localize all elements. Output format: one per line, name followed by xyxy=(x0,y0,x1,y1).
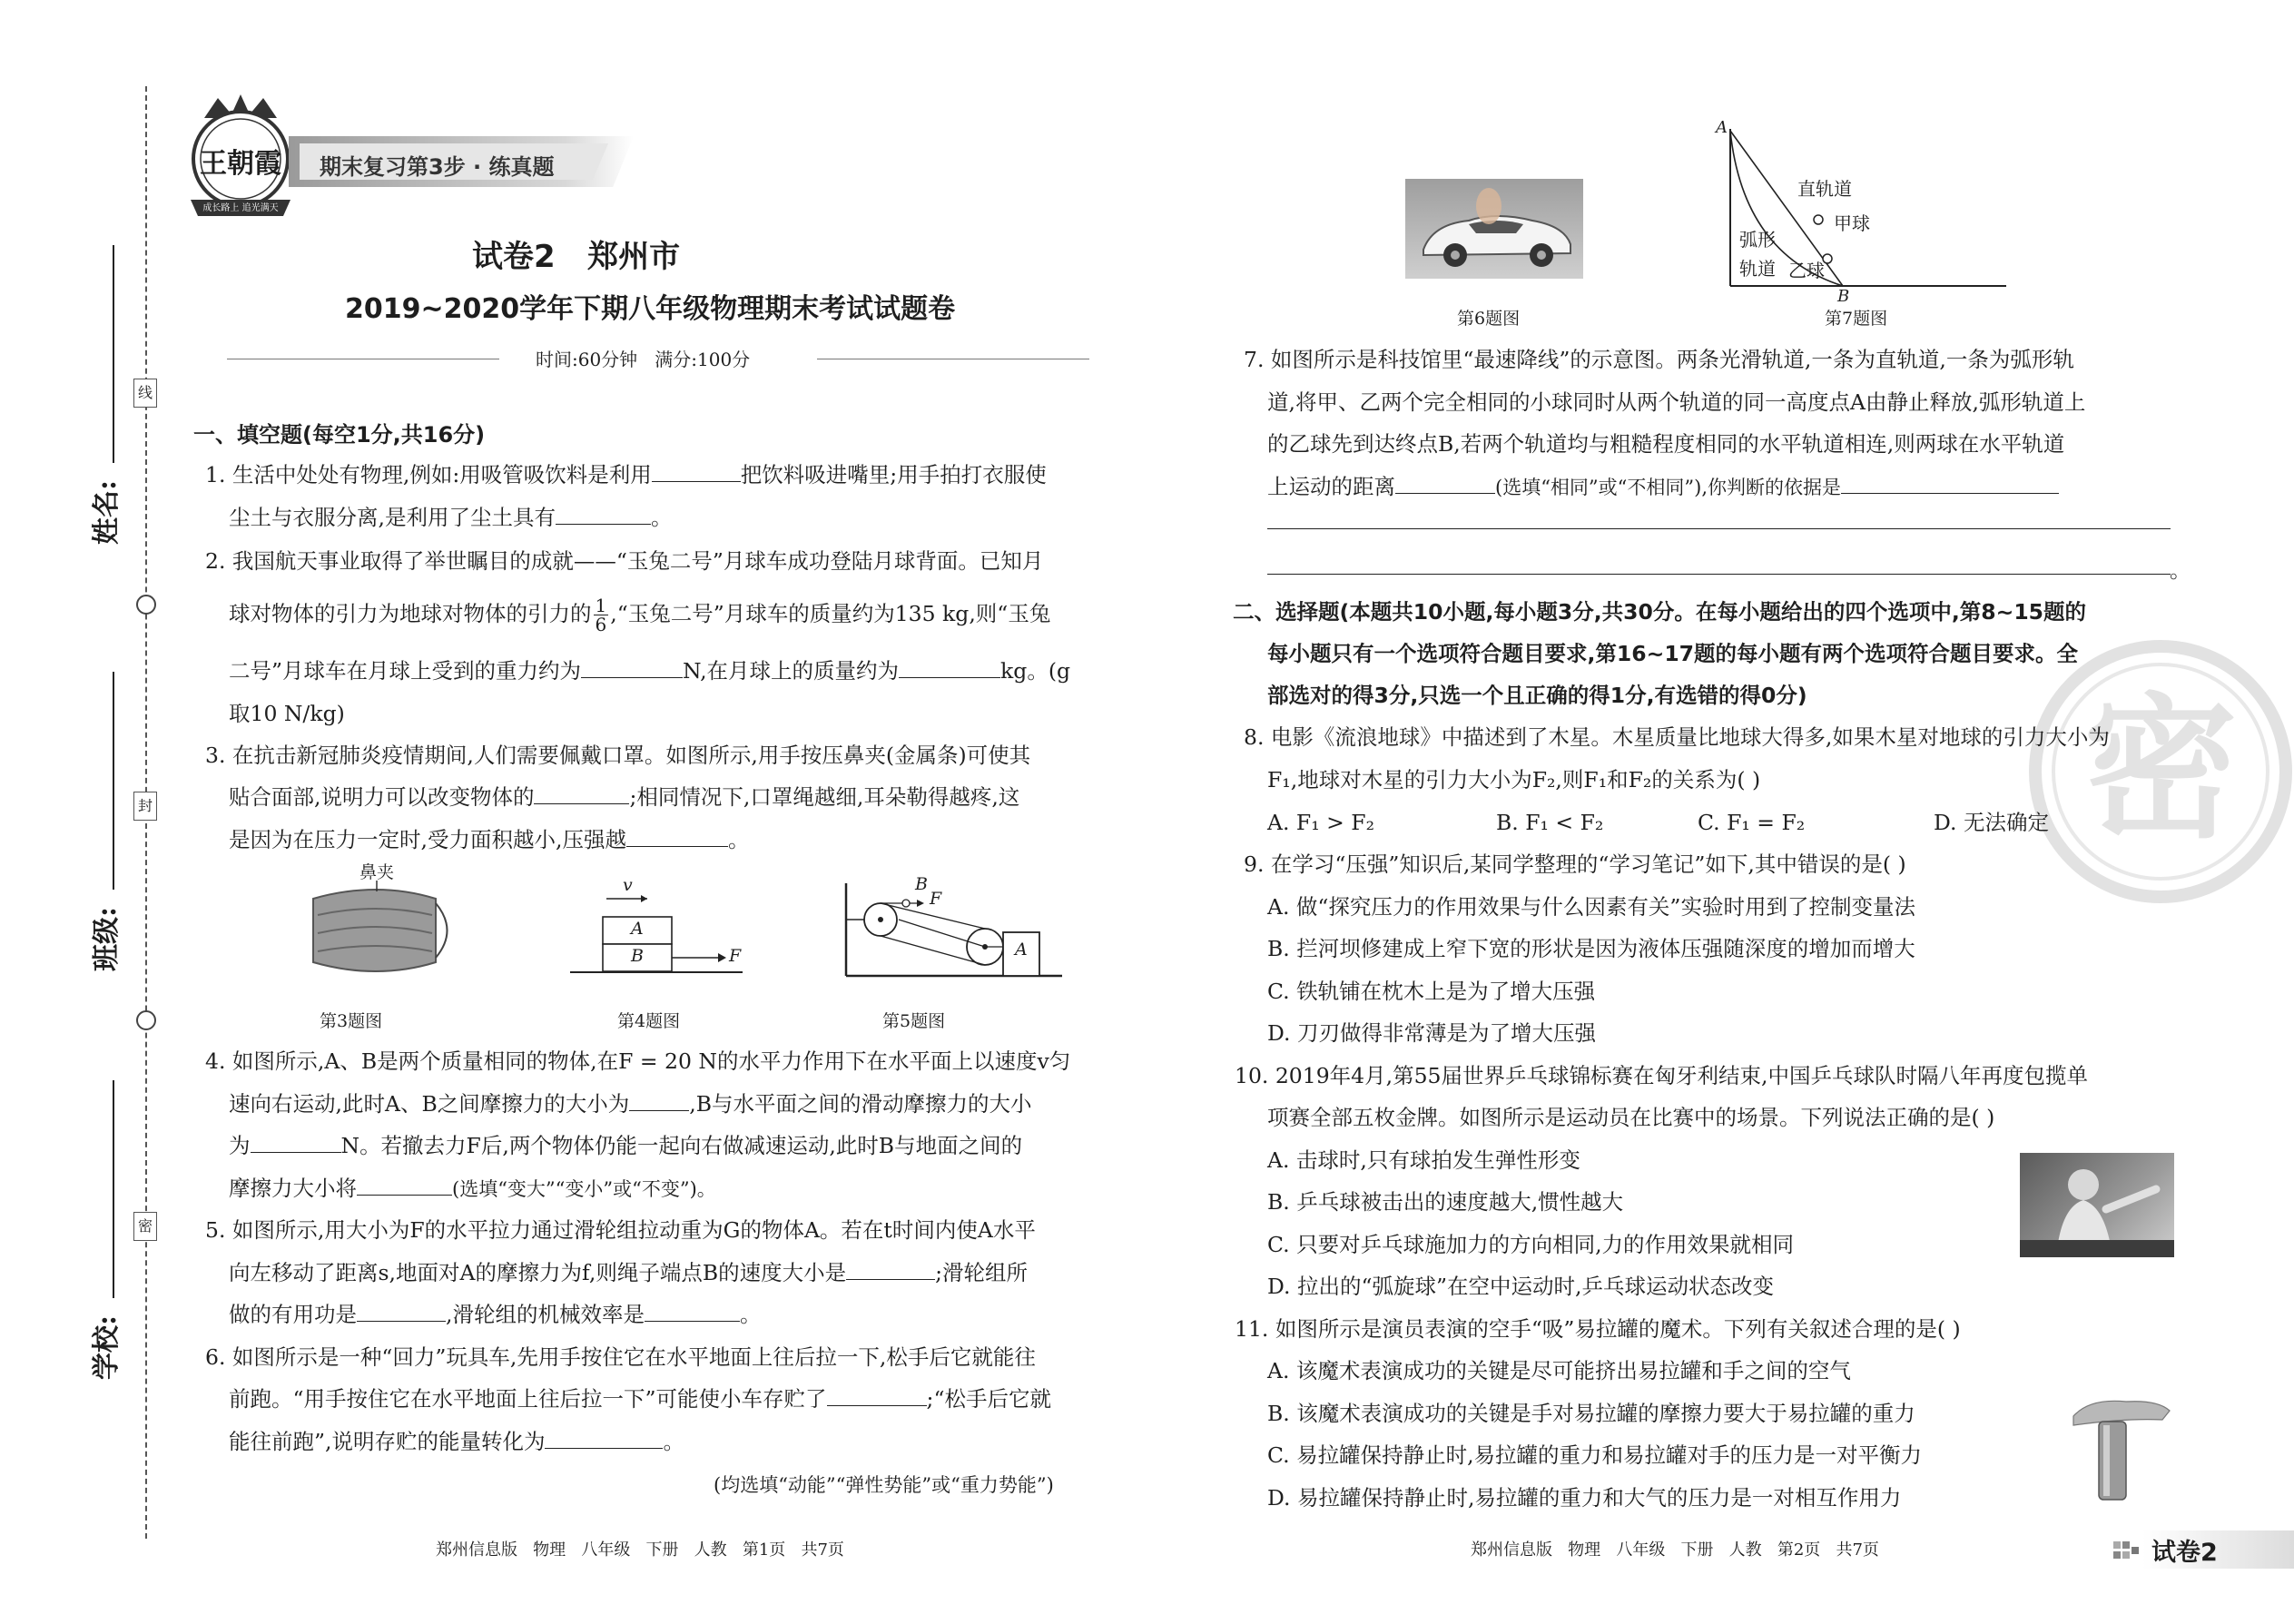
figure-7-B: B xyxy=(1837,287,1850,306)
q9-option-c[interactable]: C. 铁轨铺在枕木上是为了增大压强 xyxy=(1267,979,1596,1004)
q9-option-a[interactable]: A. 做“探究压力的作用效果与什么因素有关”实验时用到了控制变量法 xyxy=(1267,894,1915,920)
q7-line2: 道,将甲、乙两个完全相同的小球同时从两个轨道的同一高度点A由静止释放,弧形轨道上 xyxy=(1267,389,2086,415)
q10-option-b[interactable]: B. 乒乓球被击出的速度越大,惯性越大 xyxy=(1267,1189,1624,1215)
figure-6-toy-car-photo xyxy=(1405,179,1583,279)
q5-line1: 5. 如图所示,用大小为F的水平拉力通过滑轮组拉动重为G的物体A。若在t时间内使A水平 xyxy=(205,1217,1036,1243)
name-label: 姓名: xyxy=(91,479,123,545)
q9-option-b[interactable]: B. 拦河坝修建成上窄下宽的形状是因为液体压强随深度的增加而增大 xyxy=(1267,936,1915,961)
logo-motto: 成长路上 追光满天 xyxy=(202,203,279,213)
q11-option-a[interactable]: A. 该魔术表演成功的关键是尽可能挤出易拉罐和手之间的空气 xyxy=(1267,1358,1851,1383)
figure-3-label: 鼻夹 xyxy=(359,862,395,882)
seal-char-feng: 封 xyxy=(133,792,157,821)
q10-option-c[interactable]: C. 只要对乒乓球施加力的方向相同,力的作用效果就相同 xyxy=(1267,1232,1795,1257)
q2-blank1[interactable] xyxy=(581,657,683,678)
q8-option-b[interactable]: B. F₁ < F₂ xyxy=(1496,810,1604,835)
figure-4-caption: 第4题图 xyxy=(617,1011,681,1031)
stamp-char: 密 xyxy=(2082,680,2238,860)
section2-heading-line2: 每小题只有一个选项符合题目要求,第16~17题的每小题有两个选项符合题目要求。全 xyxy=(1267,641,2079,666)
footer-left: 郑州信息版 物理 八年级 下册 人教 第1页 共7页 xyxy=(436,1540,844,1560)
seal-char-mi: 密 xyxy=(133,1212,157,1241)
q7-end-mark: 。 xyxy=(2170,557,2191,583)
q6-line1: 6. 如图所示是一种“回力”玩具车,先用手按住它在水平地面上往后拉一下,松手后它就能往 xyxy=(205,1344,1036,1370)
figure-3-mask xyxy=(300,862,454,989)
logo xyxy=(182,91,300,227)
figure-4-blocks xyxy=(570,875,752,980)
q5-blank2[interactable] xyxy=(357,1301,446,1322)
q8-line1: 8. 电影《流浪地球》中描述到了木星。木星质量比地球大得多,如果木星对地球的引力大小为 xyxy=(1244,724,2110,750)
fraction-one-sixth: $\frac{1}{6}$ xyxy=(595,595,607,635)
q8-option-d[interactable]: D. 无法确定 xyxy=(1934,810,2049,835)
q5-blank1[interactable] xyxy=(846,1259,935,1280)
q5-line3: 做的有用功是 ,滑轮组的机械效率是 。 xyxy=(229,1302,762,1327)
q5-line2: 向左移动了距离s,地面对A的摩擦力为f,则绳子端点B的速度大小是 ;滑轮组所 xyxy=(229,1260,1029,1285)
figure-5-F: F xyxy=(930,889,942,909)
q9-option-d[interactable]: D. 刀刃做得非常薄是为了增大压强 xyxy=(1267,1020,1596,1046)
school-field[interactable] xyxy=(82,1071,123,1380)
section2-heading-line3: 部选对的得3分,只选一个且正确的得1分,有选错的得0分) xyxy=(1267,683,1807,708)
figure-4-B: B xyxy=(631,946,644,966)
q4-line3: 为 N。若撤去力F后,两个物体仍能一起向右做减速运动,此时B与地面之间的 xyxy=(229,1133,1023,1158)
q1-line1: 1. 生活中处处有物理,例如:用吸管吸饮料是利用 把饮料吸进嘴里;用手拍打衣服使 xyxy=(205,462,1047,487)
figure-7-arc-label-2: 轨道 xyxy=(1739,258,1776,280)
table-tennis-photo xyxy=(2020,1153,2174,1257)
q2-line2: 球对物体的引力为地球对物体的引力的 $\frac{1}{6}$ ,“玉兔二号”月球车的质量约为135 kg,则“玉兔 xyxy=(229,595,1051,635)
q7-answer-line1[interactable] xyxy=(1267,528,2171,529)
figure-5-pulley xyxy=(835,876,1062,989)
q3-blank1[interactable] xyxy=(534,783,629,804)
figure-7-ball-b-label: 乙球 xyxy=(1788,260,1825,281)
q4-blank3[interactable] xyxy=(357,1175,452,1196)
binding-dot-icon xyxy=(136,1010,156,1030)
figure-7-tracks xyxy=(1707,118,2006,306)
section2-heading-line1: 二、选择题(本题共10小题,每小题3分,共30分。在每小题给出的四个选项中,第8~15题的 xyxy=(1233,599,2087,625)
seal-char-xian: 线 xyxy=(133,379,157,408)
q2-blank2[interactable] xyxy=(899,657,1000,678)
figure-5-B: B xyxy=(915,874,928,894)
q6-blank1[interactable] xyxy=(827,1385,927,1406)
q5-blank3[interactable] xyxy=(645,1301,740,1322)
figure-4-v: v xyxy=(623,875,633,895)
q10-line2: 项赛全部五枚金牌。如图所示是运动员在比赛中的场景。下列说法正确的是( ) xyxy=(1267,1105,1995,1130)
q3-line1: 3. 在抗击新冠肺炎疫情期间,人们需要佩戴口罩。如图所示,用手按压鼻夹(金属条)可使其 xyxy=(205,743,1031,768)
can-and-hand-photo xyxy=(2072,1389,2171,1502)
section1-heading: 一、填空题(每空1分,共16分) xyxy=(193,422,486,448)
q7-line3: 的乙球先到达终点B,若两个轨道均与粗糙程度相同的水平轨道相连,则两球在水平轨道 xyxy=(1267,431,2065,457)
footer-right: 郑州信息版 物理 八年级 下册 人教 第2页 共7页 xyxy=(1471,1540,1879,1560)
q7-line1: 7. 如图所示是科技馆里“最速降线”的示意图。两条光滑轨道,一条为直轨道,一条为弧形轨 xyxy=(1244,347,2074,372)
q8-option-c[interactable]: C. F₁ = F₂ xyxy=(1698,810,1806,835)
school-label: 学校: xyxy=(91,1314,123,1380)
figure-7-arc-label-1: 弧形 xyxy=(1739,229,1776,251)
q1-blank2[interactable] xyxy=(556,504,651,525)
page-title: 试卷2 郑州市 xyxy=(472,239,681,275)
figure-7-caption: 第7题图 xyxy=(1825,309,1888,329)
q6-line2: 前跑。“用手按住它在水平地面上往后拉一下”可能使小车存贮了 ;“松手后它就 xyxy=(229,1386,1051,1412)
q10-option-a[interactable]: A. 击球时,只有球拍发生弹性形变 xyxy=(1267,1147,1580,1173)
q3-line2: 贴合面部,说明力可以改变物体的 ;相同情况下,口罩绳越细,耳朵勒得越疼,这 xyxy=(229,784,1020,810)
q6-line3: 能往前跑”,说明存贮的能量转化为 。 xyxy=(229,1429,684,1454)
figure-4-F: F xyxy=(729,946,742,966)
footer-tab-decoration xyxy=(2113,1540,2141,1561)
q11-line1: 11. 如图所示是演员表演的空手“吸”易拉罐的魔术。下列有关叙述合理的是( ) xyxy=(1235,1316,1961,1342)
figure-7-straight-label: 直轨道 xyxy=(1797,178,1852,200)
q11-option-b[interactable]: B. 该魔术表演成功的关键是手对易拉罐的摩擦力要大于易拉罐的重力 xyxy=(1267,1401,1915,1426)
logo-text: 王朝霞 xyxy=(200,148,281,180)
exam-info: 时间:60分钟 满分:100分 xyxy=(536,349,751,370)
class-label: 班级: xyxy=(91,906,123,971)
q10-line1: 10. 2019年4月,第55届世界乒乓球锦标赛在匈牙利结束,中国乒乓球队时隔八年再度包揽单 xyxy=(1235,1063,2088,1088)
figure-7-ball-a-label: 甲球 xyxy=(1834,212,1870,234)
q8-option-a[interactable]: A. F₁ > F₂ xyxy=(1267,810,1374,835)
footer-tab-label: 试卷2 xyxy=(2151,1539,2218,1567)
q7-line4: 上运动的距离 (选填“相同”或“不相同”),你判断的依据是 xyxy=(1267,472,2059,502)
q7-answer-line2[interactable] xyxy=(1267,574,2171,575)
q3-blank2[interactable] xyxy=(626,826,728,847)
figure-7-A: A xyxy=(1716,118,1728,137)
q8-line2: F₁,地球对木星的引力大小为F₂,则F₁和F₂的关系为( ) xyxy=(1267,767,1761,792)
figure-5-A: A xyxy=(1015,940,1028,960)
q4-line4: 摩擦力大小将 (选填“变大”“变小”或“不变”)。 xyxy=(229,1176,716,1201)
name-field[interactable] xyxy=(82,236,123,545)
figure-4-A: A xyxy=(631,919,644,939)
q7-blank2[interactable] xyxy=(1841,473,2059,494)
q11-option-d[interactable]: D. 易拉罐保持静止时,易拉罐的重力和大气的压力是一对相互作用力 xyxy=(1267,1485,1902,1511)
q6-blank2[interactable] xyxy=(545,1428,663,1449)
q10-option-d[interactable]: D. 拉出的“弧旋球”在空中运动时,乒乓球运动状态改变 xyxy=(1267,1274,1774,1299)
q1-line2: 尘土与衣服分离,是利用了尘土具有 。 xyxy=(229,505,673,530)
figure-6-caption: 第6题图 xyxy=(1457,309,1521,329)
q2-line4: 取10 N/kg) xyxy=(229,701,345,726)
q1-blank1[interactable] xyxy=(652,461,741,482)
q4-blank1[interactable] xyxy=(629,1090,689,1111)
figure-3-caption: 第3题图 xyxy=(320,1011,383,1031)
q2-line1: 2. 我国航天事业取得了举世瞩目的成就——“玉兔二号”月球车成功登陆月球背面。已知月 xyxy=(205,548,1044,574)
q2-line3: 二号”月球车在月球上受到的重力约为 N,在月球上的质量约为 kg。(g xyxy=(229,658,1071,684)
confidential-stamp xyxy=(2024,635,2294,908)
q4-blank2[interactable] xyxy=(251,1132,341,1153)
q11-option-c[interactable]: C. 易拉罐保持静止时,易拉罐的重力和易拉罐对手的压力是一对平衡力 xyxy=(1267,1442,1923,1468)
q6-line4: (均选填“动能”“弹性势能”或“重力势能”) xyxy=(714,1474,1054,1496)
figure-5-caption: 第5题图 xyxy=(882,1011,946,1031)
q4-line1: 4. 如图所示,A、B是两个质量相同的物体,在F = 20 N的水平力作用下在水平面上以速度v匀 xyxy=(205,1048,1071,1074)
banner-text: 期末复习第3步 · 练真题 xyxy=(320,154,555,180)
q3-line3: 是因为在压力一定时,受力面积越小,压强越 。 xyxy=(229,827,750,852)
class-field[interactable] xyxy=(82,663,123,971)
binding-dot-icon xyxy=(136,595,156,615)
q4-line2: 速向右运动,此时A、B之间摩擦力的大小为 ,B与水平面之间的滑动摩擦力的大小 xyxy=(229,1091,1032,1117)
q9-line1: 9. 在学习“压强”知识后,某同学整理的“学习笔记”如下,其中错误的是( ) xyxy=(1244,851,1906,877)
page-subtitle: 2019~2020学年下期八年级物理期末考试试题卷 xyxy=(345,293,956,325)
q7-blank1[interactable] xyxy=(1395,473,1495,494)
